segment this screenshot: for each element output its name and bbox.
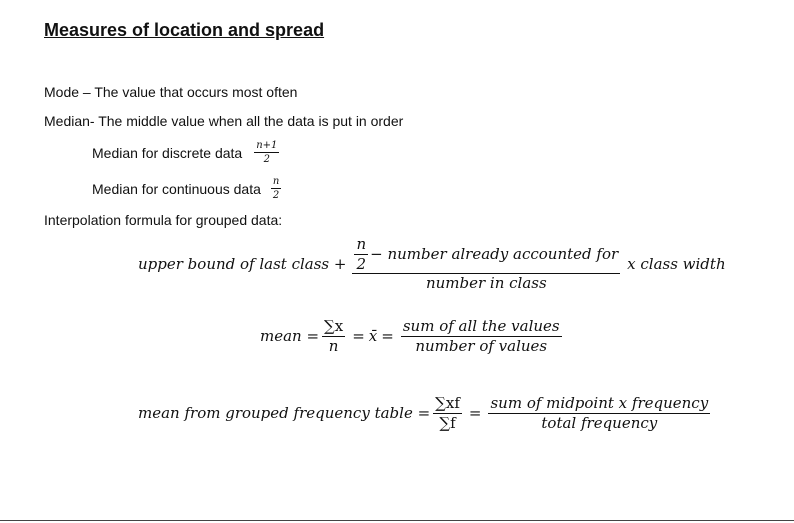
median-continuous-numerator: n xyxy=(272,176,280,187)
interpolation-prefix: upper bound of last class + xyxy=(138,254,347,273)
grouped-mean-words-denominator: total frequency xyxy=(541,413,658,432)
median-discrete-row xyxy=(92,140,282,165)
median-discrete-numerator: n+1 xyxy=(256,140,278,151)
grouped-mean-sum-denominator: ∑f xyxy=(439,413,456,432)
interpolation-numerator xyxy=(352,236,620,274)
interpolation-denominator: number in class xyxy=(425,274,547,292)
interpolation-inner-denominator: 2 xyxy=(356,254,367,273)
page-bottom-border xyxy=(0,520,794,521)
mean-sum-denominator: n xyxy=(328,336,339,355)
interpolation-main-fraction xyxy=(352,236,620,292)
median-definition: Median- The middle value when all the data is put in order xyxy=(44,113,404,129)
mean-words-numerator: sum of all the values xyxy=(402,317,560,335)
median-continuous-fraction xyxy=(271,176,281,201)
mean-sum-numerator: ∑x xyxy=(324,317,344,335)
mean-formula xyxy=(260,318,565,354)
grouped-mean-sum-fraction xyxy=(433,395,462,431)
mean-equals-1: = xyxy=(352,327,365,345)
mode-definition: Mode – The value that occurs most often xyxy=(44,84,298,100)
median-continuous-row xyxy=(92,176,284,201)
interpolation-inner-fraction xyxy=(354,236,368,272)
grouped-mean-words-fraction xyxy=(488,395,710,431)
grouped-mean-sum-numerator: ∑xf xyxy=(435,394,460,412)
interpolation-numerator-rest: − number already accounted for xyxy=(370,244,619,263)
grouped-mean-equals: = xyxy=(468,404,482,422)
median-discrete-fraction xyxy=(254,140,279,165)
mean-sum-fraction xyxy=(322,318,345,354)
mean-words-denominator: number of values xyxy=(415,336,548,355)
grouped-mean-lhs: mean from grouped frequency table = xyxy=(138,404,431,422)
mean-equals-2: = xyxy=(381,327,394,345)
interpolation-label: Interpolation formula for grouped data: xyxy=(44,212,283,228)
interpolation-formula xyxy=(138,236,726,292)
mean-lhs: mean = xyxy=(260,327,320,345)
mean-words-fraction xyxy=(401,318,562,354)
median-continuous-label: Median for continuous data xyxy=(92,180,261,197)
interpolation-inner-numerator: n xyxy=(356,235,367,253)
page-title: Measures of location and spread xyxy=(44,20,325,40)
grouped-mean-words-numerator: sum of midpoint x frequency xyxy=(490,394,709,412)
grouped-mean-formula xyxy=(138,395,713,431)
mean-xbar: x̄ xyxy=(368,327,378,345)
median-discrete-label: Median for discrete data xyxy=(92,144,243,161)
median-discrete-denominator: 2 xyxy=(263,154,270,165)
median-continuous-denominator: 2 xyxy=(272,190,280,201)
interpolation-suffix: x class width xyxy=(627,254,726,273)
